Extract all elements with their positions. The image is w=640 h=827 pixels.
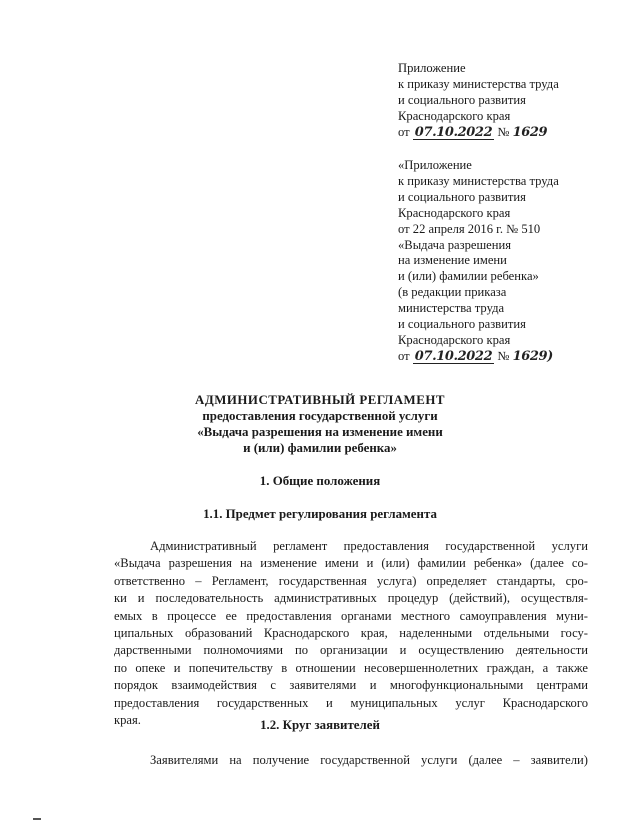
paragraph-line: ответственно – Регламент, государственная услуга) определяет стандарты, сро- (114, 573, 588, 588)
annex-line: к приказу министерства труда (398, 76, 559, 91)
paragraph-line: емых в процессе ее предоставления органами местного самоуправления муни- (114, 608, 588, 623)
body-paragraph (114, 538, 588, 729)
handwritten-date: 07.10.2022 (414, 124, 493, 140)
section-heading: 1. Общие положения (259, 474, 381, 488)
closing-parenthesis: ) (547, 348, 553, 364)
handwritten-number: 1629 (512, 124, 548, 140)
paragraph-line: порядок взаимодействия с заявителями и многофункциональными центрами (114, 678, 588, 693)
handwritten-number: 1629 (512, 348, 548, 364)
annex-line: и (или) фамилии ребенка» (398, 269, 539, 284)
paragraph-line: дарственными полномочиями по организации и осуществлению деятельности (114, 643, 588, 658)
annex-line: и социального развития (398, 189, 526, 204)
annex-line: (в редакции приказа (398, 285, 507, 300)
annex-line: от 22 апреля 2016 г. № 510 (398, 221, 541, 236)
annex-line: и социального развития (398, 92, 526, 107)
title-line: и (или) фамилии ребенка» (243, 441, 397, 455)
paragraph-line: по опеке и попечительству в отношении несовершеннолетних граждан, а также (114, 660, 588, 675)
number-sign: № (497, 348, 510, 363)
annex-line: Приложение (398, 61, 466, 75)
annex-amendment-header (398, 158, 628, 365)
paragraph-line: ки и последовательность административных процедур (действий), осуществля- (114, 591, 588, 606)
annex-line: и социального развития (398, 317, 526, 332)
paragraph-line: «Выдача разрешения на изменение имени и (или) фамилии ребенка» (далее со- (114, 556, 588, 571)
subsection-heading: 1.1. Предмет регулирования регламента (203, 507, 437, 521)
date-prefix: от (398, 348, 410, 363)
paragraph-line: ципальных образований Краснодарского края, наделенными отдельными госу- (114, 626, 588, 641)
annex-line: Краснодарского края (398, 332, 511, 347)
body-paragraph (114, 752, 588, 769)
paragraph-line: Административный регламент предоставления государственной услуги (150, 539, 588, 553)
annex-date-line (398, 125, 628, 141)
annex-date-line (398, 349, 628, 365)
annex-line: Краснодарского края (398, 205, 511, 220)
scan-mark (33, 818, 41, 820)
paragraph-line: Заявителями на получение государственной услуги (далее – заявители) (150, 753, 588, 767)
annex-line: к приказу министерства труда (398, 173, 559, 188)
title-line: «Выдача разрешения на изменение имени (197, 425, 443, 439)
paragraph-line: края. (114, 713, 141, 728)
number-sign: № (497, 124, 510, 139)
annex-line: на изменение имени (398, 253, 507, 268)
document-title (0, 392, 640, 456)
title-line: предоставления государственной услуги (202, 409, 438, 423)
annex-line: «Выдача разрешения (398, 237, 512, 252)
handwritten-date: 07.10.2022 (414, 348, 493, 364)
title-line: АДМИНИСТРАТИВНЫЙ РЕГЛАМЕНТ (195, 393, 445, 407)
paragraph-line: предоставления государственных и муниципальных услуг Краснодарского (114, 695, 588, 710)
annex-line: министерства труда (398, 301, 505, 316)
annex-line: «Приложение (398, 158, 472, 172)
annex-line: Краснодарского края (398, 108, 511, 123)
date-prefix: от (398, 124, 410, 139)
subsection-heading: 1.2. Круг заявителей (260, 718, 380, 732)
annex-header (398, 61, 628, 141)
